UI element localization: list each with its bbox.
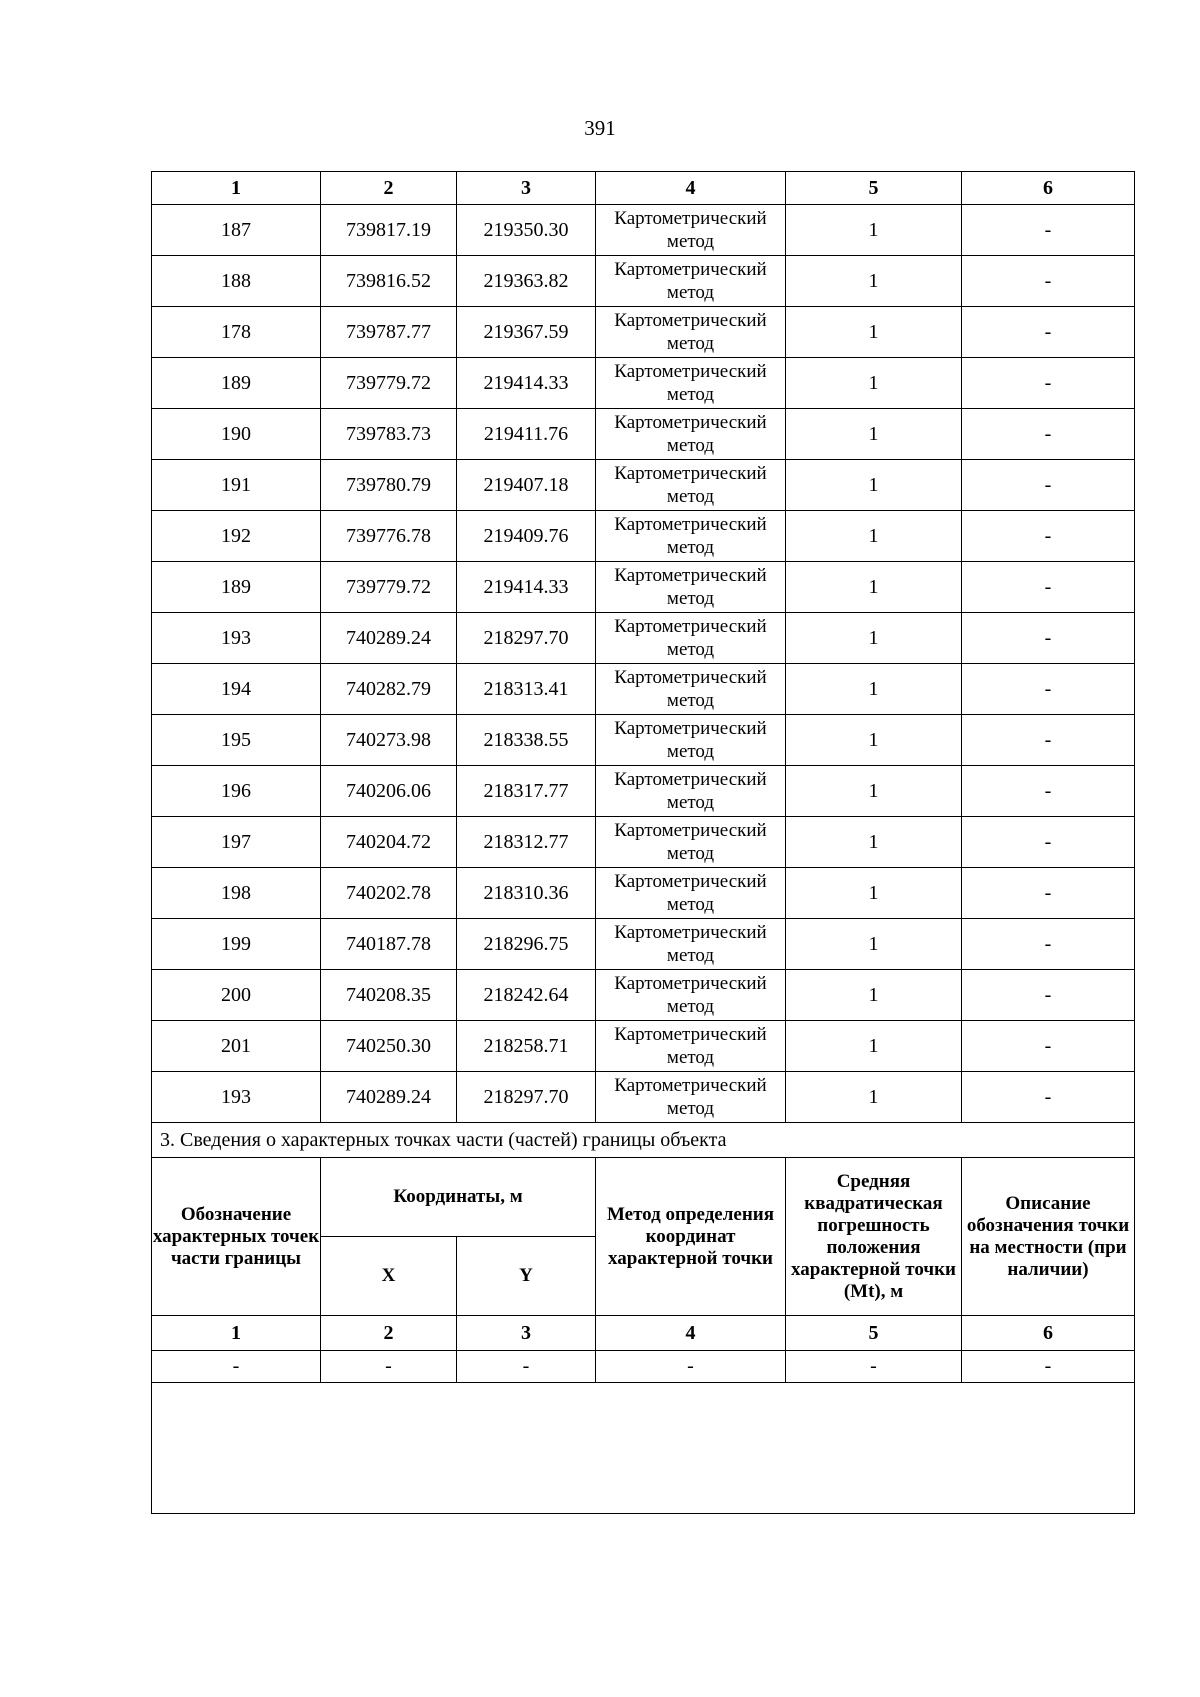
point-number-cell: 197 [152,817,321,868]
section-3-title-row [152,1123,1135,1158]
point-number-cell: 190 [152,409,321,460]
method-cell [596,562,786,613]
table-row [152,562,1135,613]
y-coordinate-cell: 218310.36 [457,868,596,919]
table-row [152,613,1135,664]
table-row [152,715,1135,766]
x-coordinate-cell: 740187.78 [321,919,457,970]
column-number: 1 [152,172,321,205]
table-row [152,511,1135,562]
empty-cell: - [596,1351,786,1383]
section-3-column-number-row [152,1316,1135,1351]
point-number-cell: 198 [152,868,321,919]
method-cell [596,205,786,256]
y-coordinate-cell: 218317.77 [457,766,596,817]
table-row [152,307,1135,358]
method-line: Картометрический [614,769,767,790]
x-coordinate-cell: 740289.24 [321,613,457,664]
description-cell: - [962,766,1135,817]
table-row [152,664,1135,715]
method-line: Картометрический [614,514,767,535]
y-coordinate-cell: 219414.33 [457,562,596,613]
header-mt: Средняя квадратическая погрешность положения характерной точки (Mt), м [786,1158,962,1316]
method-line: Картометрический [614,361,767,382]
point-number-cell: 193 [152,1072,321,1123]
description-cell: - [962,256,1135,307]
method-cell [596,613,786,664]
point-number-cell: 188 [152,256,321,307]
point-number-cell: 195 [152,715,321,766]
point-number-cell: 189 [152,562,321,613]
table-row [152,409,1135,460]
description-cell: - [962,358,1135,409]
empty-cell: - [457,1351,596,1383]
blank-area-row [152,1383,1135,1514]
x-coordinate-cell: 740273.98 [321,715,457,766]
y-coordinate-cell: 219414.33 [457,358,596,409]
mt-cell: 1 [786,817,962,868]
method-line: Картометрический [614,616,767,637]
description-cell: - [962,307,1135,358]
method-line: Картометрический [614,565,767,586]
empty-cell: - [321,1351,457,1383]
point-number-cell: 189 [152,358,321,409]
point-number-cell: 193 [152,613,321,664]
method-line: метод [666,1098,715,1119]
method-line: Картометрический [614,973,767,994]
section-3-title: 3. Сведения о характерных точках части (частей) границы объекта [152,1123,1135,1158]
method-line: Картометрический [614,463,767,484]
method-cell [596,664,786,715]
empty-cell: - [152,1351,321,1383]
y-coordinate-cell: 219409.76 [457,511,596,562]
method-cell [596,409,786,460]
method-line: метод [666,384,715,405]
mt-cell: 1 [786,562,962,613]
point-number-cell: 201 [152,1021,321,1072]
x-coordinate-cell: 739776.78 [321,511,457,562]
method-line: Картометрический [614,412,767,433]
table-row [152,868,1135,919]
description-cell: - [962,919,1135,970]
y-coordinate-cell: 218296.75 [457,919,596,970]
table-row [152,1021,1135,1072]
description-cell: - [962,409,1135,460]
section-3-header-row [152,1158,1135,1237]
section-3-empty-row [152,1351,1135,1383]
method-cell [596,1072,786,1123]
description-cell: - [962,511,1135,562]
point-number-cell: 196 [152,766,321,817]
method-line: метод [666,282,715,303]
method-cell [596,715,786,766]
column-number: 2 [321,1316,457,1351]
y-coordinate-cell: 218258.71 [457,1021,596,1072]
method-line: метод [666,537,715,558]
blank-area [152,1383,1135,1514]
mt-cell: 1 [786,766,962,817]
method-cell [596,817,786,868]
header-method: Метод определения координат характерной точки [596,1158,786,1316]
mt-cell: 1 [786,1072,962,1123]
empty-cell: - [962,1351,1135,1383]
method-line: метод [666,486,715,507]
method-line: Картометрический [614,871,767,892]
y-coordinate-cell: 219363.82 [457,256,596,307]
method-line: метод [666,1047,715,1068]
mt-cell: 1 [786,307,962,358]
mt-cell: 1 [786,715,962,766]
mt-cell: 1 [786,460,962,511]
description-cell: - [962,1072,1135,1123]
method-cell [596,868,786,919]
table-row [152,970,1135,1021]
x-coordinate-cell: 740206.06 [321,766,457,817]
method-cell [596,307,786,358]
point-number-cell: 187 [152,205,321,256]
description-cell: - [962,460,1135,511]
empty-cell: - [786,1351,962,1383]
method-cell [596,766,786,817]
method-line: Картометрический [614,259,767,280]
y-coordinate-cell: 218338.55 [457,715,596,766]
mt-cell: 1 [786,613,962,664]
table-row [152,256,1135,307]
method-line: метод [666,894,715,915]
method-line: метод [666,996,715,1017]
method-line: Картометрический [614,310,767,331]
y-coordinate-cell: 219407.18 [457,460,596,511]
mt-cell: 1 [786,919,962,970]
x-coordinate-cell: 739783.73 [321,409,457,460]
description-cell: - [962,715,1135,766]
point-number-cell: 200 [152,970,321,1021]
description-cell: - [962,664,1135,715]
table-row [152,817,1135,868]
column-number: 3 [457,1316,596,1351]
x-coordinate-cell: 739817.19 [321,205,457,256]
method-line: Картометрический [614,718,767,739]
method-line: Картометрический [614,1075,767,1096]
mt-cell: 1 [786,358,962,409]
description-cell: - [962,1021,1135,1072]
x-coordinate-cell: 740204.72 [321,817,457,868]
mt-cell: 1 [786,1021,962,1072]
y-coordinate-cell: 219350.30 [457,205,596,256]
y-coordinate-cell: 218297.70 [457,613,596,664]
x-coordinate-cell: 740282.79 [321,664,457,715]
point-number-cell: 178 [152,307,321,358]
method-cell [596,511,786,562]
method-line: метод [666,741,715,762]
method-line: метод [666,792,715,813]
header-x: X [321,1237,457,1316]
y-coordinate-cell: 218242.64 [457,970,596,1021]
method-line: Картометрический [614,1024,767,1045]
method-line: метод [666,333,715,354]
table-row [152,1072,1135,1123]
y-coordinate-cell: 219411.76 [457,409,596,460]
header-description: Описание обозначения точки на местности (при наличии) [962,1158,1135,1316]
x-coordinate-cell: 739780.79 [321,460,457,511]
point-number-cell: 199 [152,919,321,970]
description-cell: - [962,868,1135,919]
table-row [152,358,1135,409]
x-coordinate-cell: 739816.52 [321,256,457,307]
mt-cell: 1 [786,868,962,919]
point-number-cell: 191 [152,460,321,511]
header-coordinates: Координаты, м [321,1158,596,1237]
page-number: 391 [584,116,616,140]
table-row [152,919,1135,970]
method-cell [596,358,786,409]
description-cell: - [962,817,1135,868]
method-cell [596,919,786,970]
description-cell: - [962,562,1135,613]
y-coordinate-cell: 218312.77 [457,817,596,868]
y-coordinate-cell: 218297.70 [457,1072,596,1123]
point-number-cell: 194 [152,664,321,715]
x-coordinate-cell: 740208.35 [321,970,457,1021]
method-line: метод [666,639,715,660]
method-line: Картометрический [614,922,767,943]
point-number-cell: 192 [152,511,321,562]
table-row [152,205,1135,256]
table-row [152,766,1135,817]
x-coordinate-cell: 740289.24 [321,1072,457,1123]
mt-cell: 1 [786,256,962,307]
description-cell: - [962,613,1135,664]
method-line: Картометрический [614,208,767,229]
method-line: метод [666,588,715,609]
method-line: Картометрический [614,667,767,688]
method-line: метод [666,435,715,456]
description-cell: - [962,970,1135,1021]
x-coordinate-cell: 740202.78 [321,868,457,919]
table-row [152,460,1135,511]
mt-cell: 1 [786,970,962,1021]
column-number: 5 [786,172,962,205]
y-coordinate-cell: 219367.59 [457,307,596,358]
description-cell: - [962,205,1135,256]
column-number: 6 [962,172,1135,205]
y-coordinate-cell: 218313.41 [457,664,596,715]
header-y: Y [457,1237,596,1316]
column-number: 6 [962,1316,1135,1351]
method-line: метод [666,945,715,966]
method-line: метод [666,231,715,252]
column-number: 2 [321,172,457,205]
x-coordinate-cell: 739779.72 [321,562,457,613]
method-cell [596,1021,786,1072]
boundary-points-table [151,171,1135,1514]
x-coordinate-cell: 739779.72 [321,358,457,409]
method-cell [596,460,786,511]
column-number: 1 [152,1316,321,1351]
column-number: 4 [596,172,786,205]
column-number: 3 [457,172,596,205]
mt-cell: 1 [786,409,962,460]
mt-cell: 1 [786,511,962,562]
method-line: Картометрический [614,820,767,841]
method-line: метод [666,690,715,711]
column-number: 4 [596,1316,786,1351]
column-number: 5 [786,1316,962,1351]
column-number-row [152,172,1135,205]
header-designation: Обозначение характерных точек части границы [152,1158,321,1316]
method-line: метод [666,843,715,864]
mt-cell: 1 [786,205,962,256]
x-coordinate-cell: 739787.77 [321,307,457,358]
method-cell [596,970,786,1021]
mt-cell: 1 [786,664,962,715]
method-cell [596,256,786,307]
x-coordinate-cell: 740250.30 [321,1021,457,1072]
